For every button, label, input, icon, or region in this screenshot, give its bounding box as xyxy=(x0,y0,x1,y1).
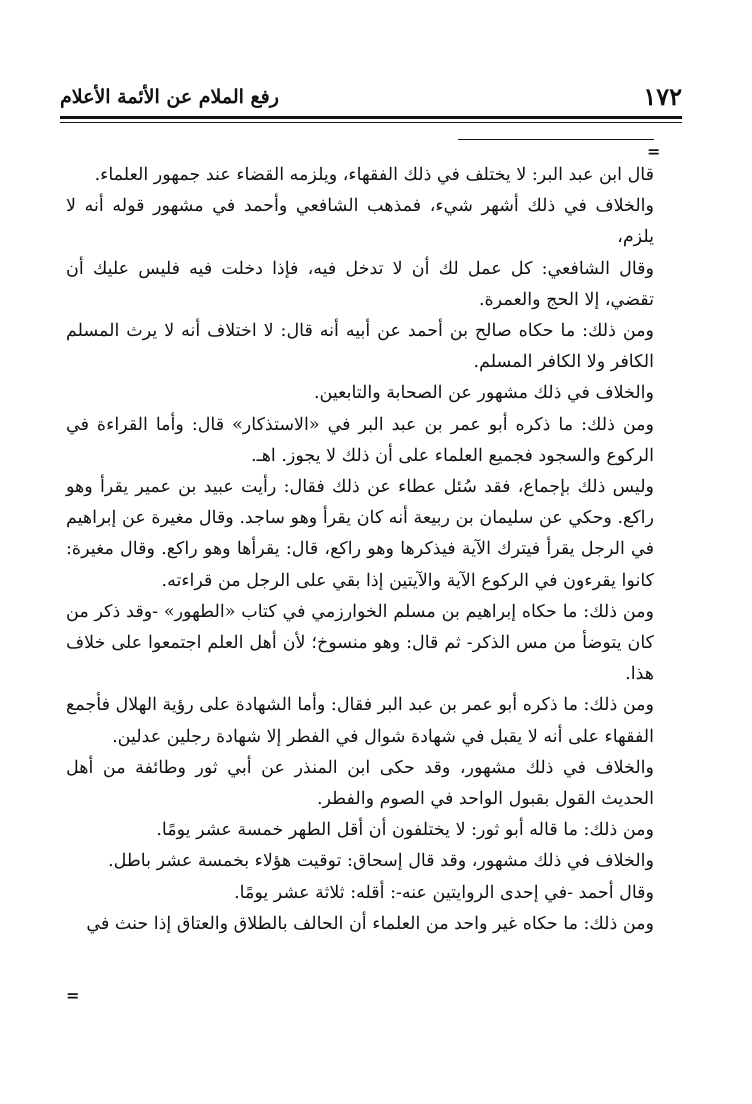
continuation-mark-bottom: = xyxy=(66,986,80,1005)
paragraph: وقال الشافعي: كل عمل لك أن لا تدخل فيه، فإذا دخلت فيه فليس عليك أن تقضي، إلا الحج والعمرة. xyxy=(66,258,654,310)
paragraph: والخلاف في ذلك مشهور، وقد حكى ابن المنذر عن أبي ثور وطائفة من أهل الحديث القول بقبول الواحد في الصوم والفطر. xyxy=(66,757,654,810)
paragraph: وليس ذلك بإجماع، فقد سُئل عطاء عن ذلك فقال: رأيت عبيد بن عمير يقرأ وهو راكع. وحكي عن سليمان بن ربيعة أنه كان يقرأ وهو ساجد. وقال مغيرة عن إبراهيم في الرجل يقرأ فيترك الآية فيذكرها وهو راكع، قال: يقرأها وهو راكع. وقال مغيرة: كانوا يقرءون في الركوع الآية والآيتين إذا بقي على الرجل من قراءته. xyxy=(66,477,654,591)
paragraph: ومن ذلك: ما قاله أبو ثور: لا يختلفون أن أقل الطهر خمسة عشر يومًا. xyxy=(156,820,654,841)
running-title: رفع الملام عن الأئمة الأعلام xyxy=(60,86,279,108)
paragraph: وقال أحمد -في إحدى الروايتين عنه-: أقله: ثلاثة عشر يومًا. xyxy=(234,882,654,903)
page-number: ١٧٢ xyxy=(643,82,682,111)
paragraph: والخلاف في ذلك أشهر شيء، فمذهب الشافعي وأحمد في مشهور قوله أنه لا يلزم، xyxy=(66,196,654,248)
paragraph: قال ابن عبد البر: لا يختلف في ذلك الفقهاء، ويلزمه القضاء عند جمهور العلماء. xyxy=(94,165,654,185)
page-header xyxy=(60,82,682,112)
paragraph: ومن ذلك: ما ذكره أبو عمر بن عبد البر في «الاستذكار» قال: وأما القراءة في الركوع والسجود فجميع العلماء على أن ذلك لا يجوز. اهـ. xyxy=(66,414,654,466)
continuation-rule xyxy=(458,139,654,140)
body-text xyxy=(66,160,654,940)
paragraph: ومن ذلك: ما حكاه إبراهيم بن مسلم الخوارزمي في كتاب «الطهور» -وقد ذكر من كان يتوضأ من مس الذكر- ثم قال: وهو منسوخ؛ لأن أهل العلم اجتمعوا على خلاف هذا. xyxy=(66,601,654,685)
paragraph: ومن ذلك: ما حكاه صالح بن أحمد عن أبيه أنه قال: لا اختلاف أنه لا يرث المسلم الكافر ولا الكافر المسلم. xyxy=(66,321,654,373)
continuation-mark-top: = xyxy=(647,142,661,161)
paragraph: ومن ذلك: ما ذكره أبو عمر بن عبد البر فقال: وأما الشهادة على رؤية الهلال فأجمع الفقهاء على أنه لا يقبل في شهادة شوال في الفطر إلا شهادة رجلين عدلين. xyxy=(66,695,654,747)
header-rule-thick xyxy=(60,116,682,119)
paragraph: والخلاف في ذلك مشهور عن الصحابة والتابعين. xyxy=(313,383,654,404)
header-rule-thin xyxy=(60,122,682,123)
paragraph: والخلاف في ذلك مشهور، وقد قال إسحاق: توقيت هؤلاء بخمسة عشر باطل. xyxy=(108,851,654,872)
paragraph: ومن ذلك: ما حكاه غير واحد من العلماء أن الحالف بالطلاق والعتاق إذا حنث في xyxy=(86,913,654,934)
